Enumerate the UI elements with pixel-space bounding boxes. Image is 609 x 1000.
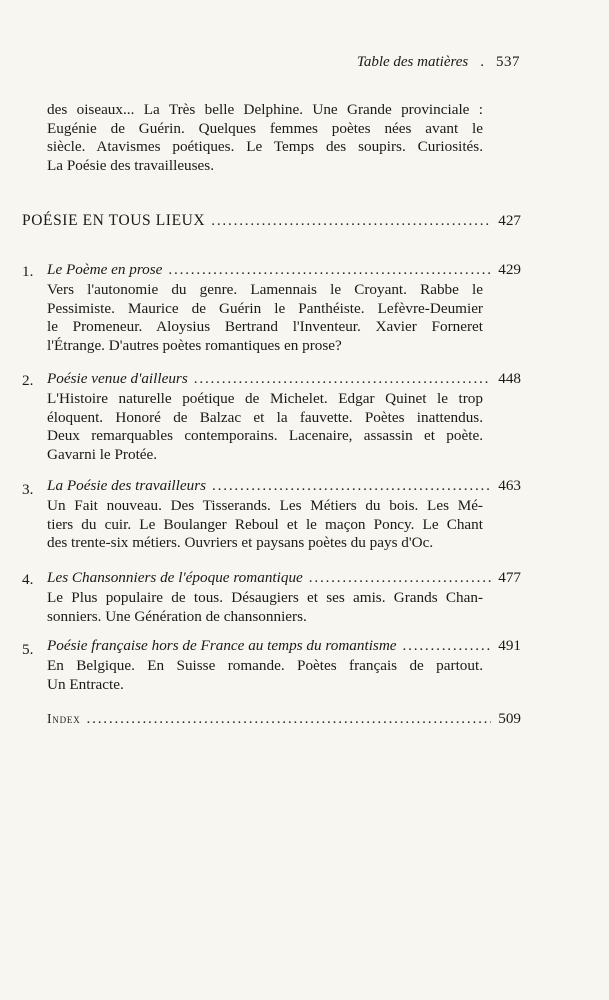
chapter-summary <box>47 589 483 626</box>
summary-line: L'Histoire naturelle poétique de Michelet. Edgar Quinet le trop <box>47 390 483 407</box>
chapter-page: 477 <box>498 569 521 586</box>
chapter-title: Poésie française hors de France au temps du romantisme <box>47 637 397 654</box>
chapter-title: Poésie venue d'ailleurs <box>47 370 188 387</box>
index-entry[interactable] <box>47 710 521 728</box>
chapter-page: 429 <box>498 261 521 278</box>
intro-line: Eugénie de Guérin. Quelques femmes poètes nées avant le <box>47 119 483 137</box>
chapter-number: 2. <box>22 372 34 389</box>
chapter-summary <box>47 497 483 553</box>
running-header-title: Table des matières <box>356 54 469 70</box>
chapter-title: Le Poème en prose <box>47 261 163 278</box>
summary-line: l'Étrange. D'autres poètes romantiques en prose? <box>47 336 342 354</box>
leader-dots <box>87 710 492 728</box>
summary-line: Un Entracte. <box>47 675 124 693</box>
running-header <box>300 54 520 71</box>
chapter-number: 4. <box>22 571 34 588</box>
summary-line: Deux remarquables contemporains. Lacenaire, assassin et poète. <box>47 427 483 444</box>
part-title: POÉSIE EN TOUS LIEUX <box>22 212 206 229</box>
chapter-entry[interactable] <box>47 261 521 279</box>
index-label: Index <box>47 711 81 726</box>
intro-line: siècle. Atavismes poétiques. Le Temps des soupirs. Curiosités. <box>47 138 483 155</box>
leader-dots <box>194 370 491 388</box>
chapter-number: 1. <box>22 263 34 280</box>
chapter-page: 463 <box>498 477 521 494</box>
part-page: 427 <box>498 212 521 229</box>
summary-line: Le Plus populaire de tous. Désaugiers et ses amis. Grands Chan- <box>47 589 483 606</box>
summary-line: En Belgique. En Suisse romande. Poètes français de partout. <box>47 657 483 674</box>
summary-line: tiers du cuir. Le Boulanger Reboul et le maçon Poncy. Le Chant <box>47 515 483 533</box>
summary-line: sonniers. Une Génération de chansonniers. <box>47 607 307 625</box>
leader-dots <box>309 569 491 587</box>
leader-dots <box>212 477 491 495</box>
chapter-page: 448 <box>498 370 521 387</box>
summary-line: éloquent. Honoré de Balzac et la fauvette. Poètes inattendus. <box>47 408 483 426</box>
leader-dots <box>168 261 491 279</box>
summary-line: le Promeneur. Aloysius Bertrand l'Inventeur. Xavier Forneret <box>47 318 483 335</box>
chapter-title: Les Chansonniers de l'époque romantique <box>47 569 303 586</box>
index-page: 509 <box>498 710 521 727</box>
page-number: 537 <box>496 54 520 70</box>
summary-line: Un Fait nouveau. Des Tisserands. Les Métiers du bois. Les Mé- <box>47 497 483 514</box>
chapter-number: 5. <box>22 641 34 658</box>
leader-dots <box>211 212 491 230</box>
intro-line: des oiseaux... La Très belle Delphine. Une Grande provinciale : <box>47 101 483 118</box>
chapter-summary <box>47 657 483 694</box>
chapter-title: La Poésie des travailleurs <box>47 477 207 494</box>
chapter-summary <box>47 281 483 355</box>
chapter-entry[interactable] <box>47 370 521 388</box>
running-header-separator: . <box>480 54 484 70</box>
summary-line: Vers l'autonomie du genre. Lamennais le Croyant. Rabbe le <box>47 281 483 298</box>
chapter-page: 491 <box>498 637 521 654</box>
summary-line: Gavarni le Protée. <box>47 445 158 463</box>
chapter-summary <box>47 390 483 464</box>
summary-line: des trente-six métiers. Ouvriers et paysans poètes du pays d'Oc. <box>47 534 434 551</box>
chapter-number: 3. <box>22 481 34 498</box>
intro-paragraph <box>47 101 483 175</box>
leader-dots <box>403 637 491 655</box>
intro-line: La Poésie des travailleuses. <box>47 156 215 174</box>
summary-line: Pessimiste. Maurice de Guérin le Panthéiste. Lefèvre-Deumier <box>47 299 483 317</box>
part-entry[interactable] <box>22 212 521 230</box>
chapter-entry[interactable] <box>47 637 521 655</box>
chapter-entry[interactable] <box>47 477 521 495</box>
chapter-entry[interactable] <box>47 569 521 587</box>
